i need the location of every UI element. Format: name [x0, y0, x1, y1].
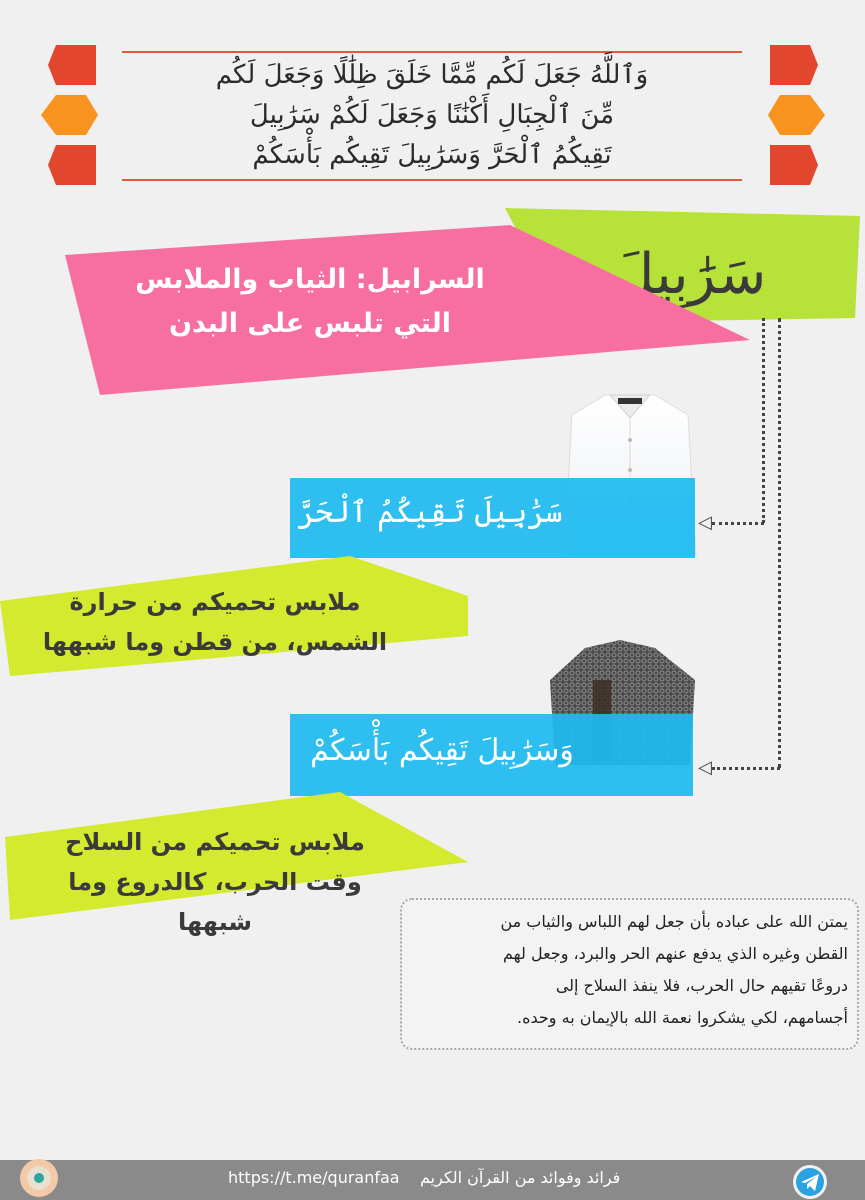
- arrow-icon: ◁: [698, 512, 712, 533]
- connector-horizontal: [712, 522, 764, 525]
- verse-line: مِّنَ ٱلْجِبَالِ أَكْنَٰنًا وَجَعَلَ لَكُمْ سَرَٰبِيلَ: [249, 100, 615, 130]
- explanation-text: [408, 906, 848, 1034]
- item2-desc-line: وقت الحرب، كالدروع وما شبهها: [68, 868, 362, 936]
- definition-line: السرابيل: الثياب والملابس: [135, 264, 485, 295]
- explanation-line: أجسامهم، لكي يشكروا نعمة الله بالإيمان به وحده.: [517, 1008, 848, 1027]
- explanation-line: يمتن الله على عباده بأن جعل لهم اللباس والثياب من: [500, 912, 848, 931]
- item1-label: سَرَٰبِيلَ تَقِيكُمُ ٱلْحَرَّ: [297, 495, 563, 530]
- explanation-line: القطن وغيره الذي يدفع عنهم الحر والبرد، وجعل لهم: [502, 944, 848, 963]
- verse-bottom-rule: [122, 179, 742, 181]
- footer-url[interactable]: https://t.me/quranfaa: [228, 1168, 400, 1187]
- connector-horizontal: [712, 767, 780, 770]
- item2-desc: [40, 822, 390, 942]
- verse-line: وَٱللَّهُ جَعَلَ لَكُم مِّمَّا خَلَقَ ظِلَٰلًا وَجَعَلَ لَكُم: [215, 60, 649, 90]
- telegram-icon[interactable]: [790, 1162, 830, 1200]
- item1-desc: [40, 582, 390, 662]
- item2-label: وَسَرَٰبِيلَ تَقِيكُم بَأْسَكُمْ: [310, 733, 574, 768]
- item1-desc-line: ملابس تحميكم من حرارة: [69, 588, 361, 616]
- quran-verse: [122, 55, 742, 177]
- item1-desc-line: الشمس، من قطن وما شبهها: [42, 628, 388, 656]
- connector-vertical: [762, 318, 765, 523]
- definition-text: [110, 258, 510, 346]
- arrow-icon: ◁: [698, 757, 712, 778]
- explanation-line: دروعًا تقيهم حال الحرب، فلا ينفذ السلاح إلى: [555, 976, 848, 995]
- footer-channel: فرائد وفوائد من القرآن الكريم: [420, 1168, 621, 1187]
- verse-line: تَقِيكُمُ ٱلْحَرَّ وَسَرَٰبِيلَ تَقِيكُم بَأْسَكُمْ: [252, 140, 612, 170]
- definition-line: التي تلبس على البدن: [168, 308, 452, 339]
- ornament-right: [760, 40, 830, 190]
- title-word: سَرَٰبِيلَ: [613, 242, 767, 307]
- connector-vertical: [778, 318, 781, 768]
- channel-logo-icon: [14, 1156, 64, 1200]
- verse-top-rule: [122, 51, 742, 53]
- item2-desc-line: ملابس تحميكم من السلاح: [65, 828, 365, 856]
- ornament-left: [36, 40, 106, 190]
